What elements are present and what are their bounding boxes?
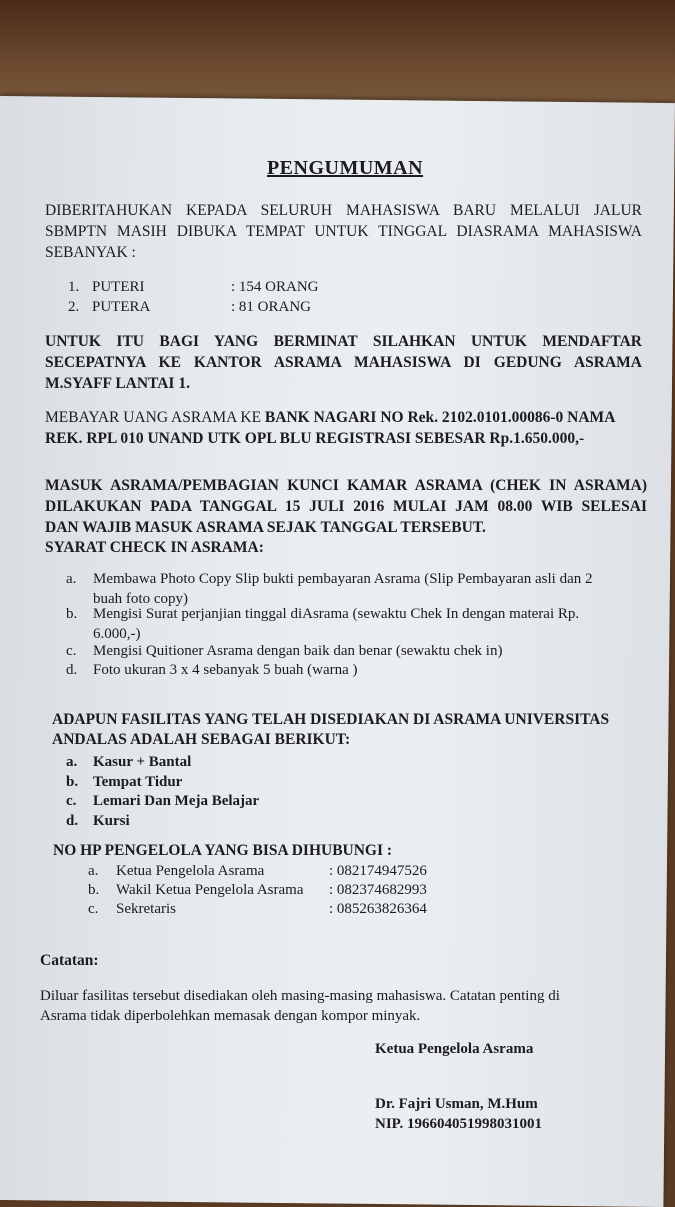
facility-item: a. Kasur + Bantal (66, 754, 192, 770)
quota-item: 2. PUTERA : 81 ORANG (68, 299, 312, 315)
checkin-requirements-heading: SYARAT CHECK IN ASRAMA: (45, 539, 264, 556)
register-line-1: UNTUK ITU BAGI YANG BERMINAT SILAHKAN UNTUK MENDAFTAR (45, 333, 642, 350)
signature-name: Dr. Fajri Usman, M.Hum (375, 1096, 538, 1112)
intro-line-2: SBMPTN MASIH DIBUKA TEMPAT UNTUK TINGGAL DIASRAMA MAHASISWA (45, 223, 642, 240)
register-line-3: M.SYAFF LANTAI 1. (45, 375, 190, 392)
facility-item: d. Kursi (66, 813, 130, 829)
requirement-item: d. Foto ukuran 3 x 4 sebanyak 5 buah (warna ) (66, 662, 358, 678)
contact-item: c. Sekretaris : 085263826364 (88, 901, 427, 917)
payment-line-1: MEBAYAR UANG ASRAMA KE BANK NAGARI NO Rek. 2102.0101.00086-0 NAMA (45, 409, 616, 426)
facilities-heading-line-2: ANDALAS ADALAH SEBAGAI BERIKUT: (52, 731, 351, 748)
requirement-item: a. Membawa Photo Copy Slip bukti pembayaran Asrama (Slip Pembayaran asli dan 2 (66, 571, 593, 587)
signature-nip: NIP. 196604051998031001 (375, 1116, 542, 1132)
signature-position: Ketua Pengelola Asrama (375, 1041, 534, 1057)
note-line-1: Diluar fasilitas tersebut disediakan oleh masing-masing mahasiswa. Catatan penting di (40, 988, 560, 1004)
page-title: PENGUMUMAN (266, 157, 424, 179)
checkin-line-3: DAN WAJIB MASUK ASRAMA SEJAK TANGGAL TERSEBUT. (45, 519, 486, 536)
checkin-line-1: MASUK ASRAMA/PEMBAGIAN KUNCI KAMAR ASRAMA (CHEK IN ASRAMA) (45, 477, 647, 494)
requirement-item: c. Mengisi Quitioner Asrama dengan baik dan benar (sewaktu chek in) (66, 643, 503, 659)
payment-line-2: REK. RPL 010 UNAND UTK OPL BLU REGISTRASI SEBESAR Rp.1.650.000,- (45, 430, 585, 447)
facility-item: b. Tempat Tidur (66, 774, 183, 790)
facility-item: c. Lemari Dan Meja Belajar (66, 793, 260, 809)
contact-item: a. Ketua Pengelola Asrama : 082174947526 (88, 863, 427, 879)
checkin-line-2: DILAKUKAN PADA TANGGAL 15 JULI 2016 MULAI JAM 08.00 WIB SELESAI (45, 498, 647, 515)
note-line-2: Asrama tidak diperbolehkan memasak dengan kompor minyak. (40, 1008, 421, 1024)
intro-line-1: DIBERITAHUKAN KEPADA SELURUH MAHASISWA BARU MELALUI JALUR (45, 202, 642, 219)
contact-item: b. Wakil Ketua Pengelola Asrama : 082374682993 (88, 882, 427, 898)
register-line-2: SECEPATNYA KE KANTOR ASRAMA MAHASISWA DI GEDUNG ASRAMA (45, 354, 642, 371)
quota-item: 1. PUTERI : 154 ORANG (68, 279, 319, 295)
contacts-heading: NO HP PENGELOLA YANG BISA DIHUBUNGI : (53, 842, 393, 859)
facilities-heading-line-1: ADAPUN FASILITAS YANG TELAH DISEDIAKAN DI ASRAMA UNIVERSITAS (52, 711, 610, 728)
requirement-item-continued: 6.000,-) (93, 626, 141, 642)
intro-line-3: SEBANYAK : (45, 244, 136, 261)
requirement-item-continued: buah foto copy) (93, 591, 188, 607)
note-heading: Catatan: (40, 952, 99, 969)
requirement-item: b. Mengisi Surat perjanjian tinggal diAsrama (sewaktu Chek In dengan materai Rp. (66, 606, 580, 622)
